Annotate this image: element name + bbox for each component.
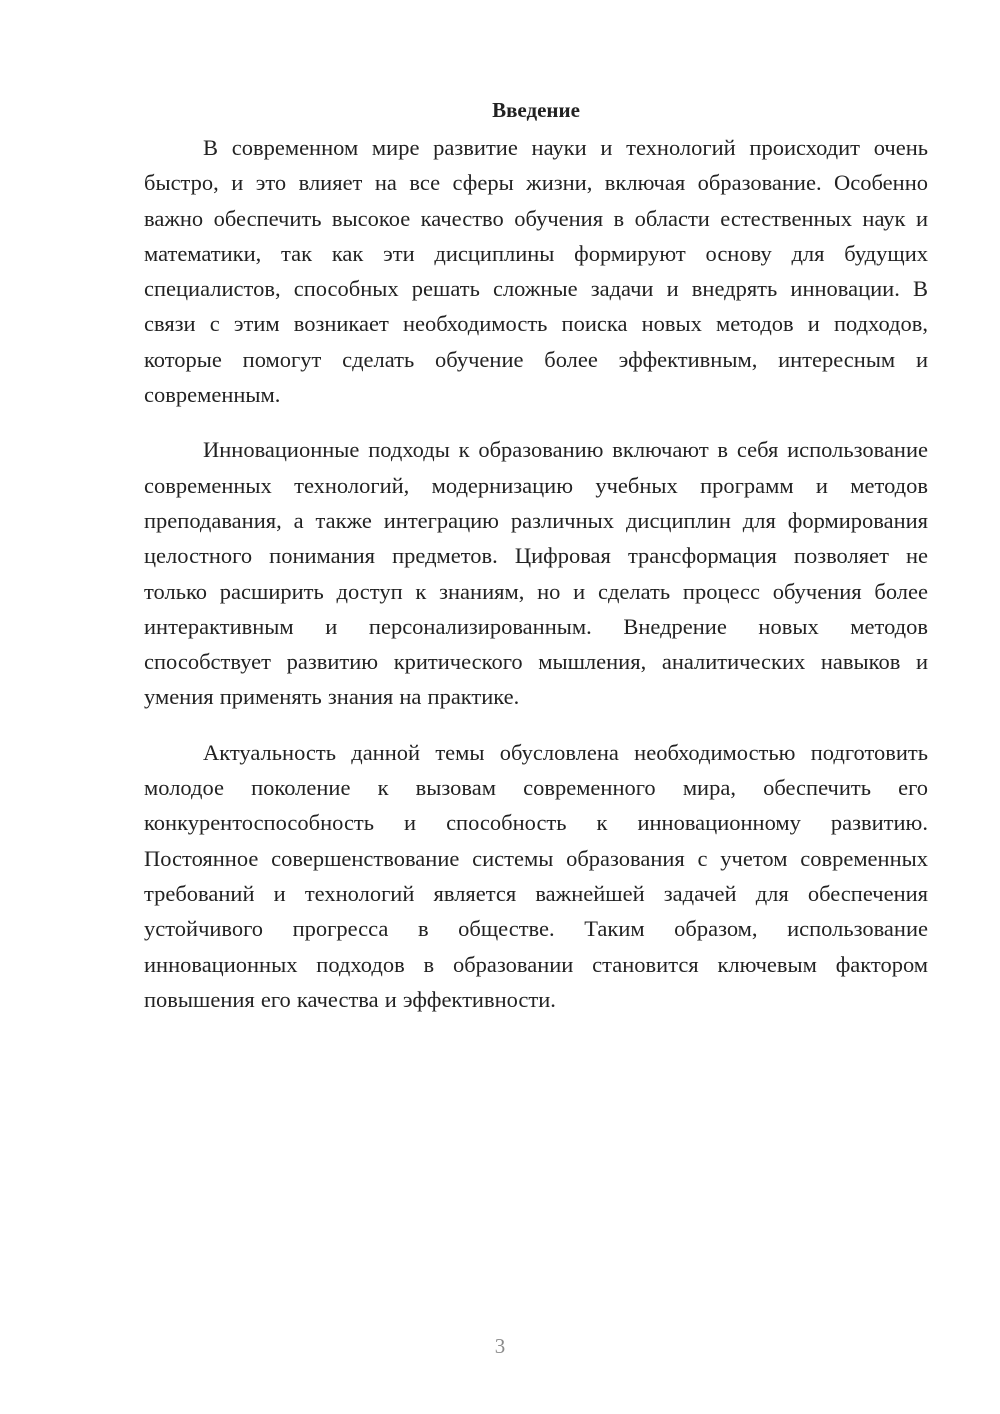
paragraph-3: Актуальность данной темы обусловлена необходимостью подготовить молодое поколение к вызовам современного мира, обеспечить его конкурентоспособность и способность к инновационному развитию. Постоянное совершенствование системы образования с учетом современных требований и технологий является важнейшей задачей для обеспечения устойчивого прогресса в обществе. Таким образом, использование инновационных подходов в образовании становится ключевым фактором повышения его качества и эффективности.	[144, 739, 928, 1012]
paragraph-2: Инновационные подходы к образованию включают в себя использование современных технологий, модернизацию учебных программ и методов преподавания, а также интеграцию различных дисциплин для формирования целостного понимания предметов. Цифровая трансформация позволяет не только расширить доступ к знаниям, но и сделать процесс обучения более интерактивным и персонализированным. Внедрение новых методов способствует развитию критического мышления, аналитических навыков и умения применять знания на практике.	[144, 437, 928, 710]
paragraph-1: В современном мире развитие науки и технологий происходит очень быстро, и это влияет на все сферы жизни, включая образование. Особенно важно обеспечить высокое качество обучения в области естественных наук и математики, так как эти дисциплины формируют основу для будущих специалистов, способных решать сложные задачи и внедрять инновации. В связи с этим возникает необходимость поиска новых методов и подходов, которые помогут сделать обучение более эффективным, интересным и современным.	[144, 135, 928, 408]
page-number: 3	[494, 1334, 506, 1358]
page-content	[144, 92, 928, 1037]
section-title: Введение	[492, 98, 580, 122]
